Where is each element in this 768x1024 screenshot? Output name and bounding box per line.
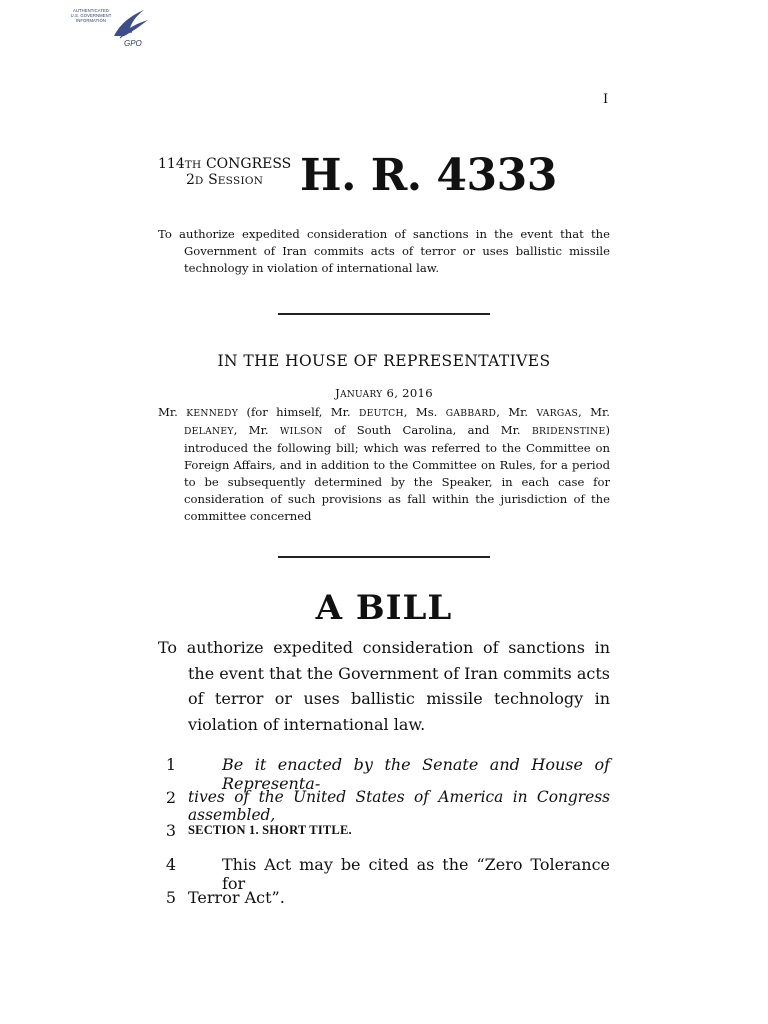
divider-top xyxy=(278,313,490,315)
intro-text: , Mr. xyxy=(233,423,280,437)
long-title: To authorize expedited consideration of sanctions in the event that the Government of Iran commits acts of terror or uses ballistic missile technology in violation of international law. xyxy=(158,638,610,734)
line-number: 1 xyxy=(165,755,176,774)
page-mark: I xyxy=(603,92,609,107)
gpo-authentication-seal xyxy=(60,6,150,46)
sponsor-name: KENNEDY xyxy=(186,408,239,419)
seal-line-2: U.S. GOVERNMENT xyxy=(70,13,112,18)
intro-text: of South Carolina, and Mr. xyxy=(322,423,532,437)
cosponsor-name: GABBARD xyxy=(445,408,497,419)
session-suffix: D xyxy=(194,175,204,187)
session-word: ESSION xyxy=(217,175,264,187)
intro-text: ) introduced the following bill; which was referred to the Committee on Foreign Affairs, and in addition to the Committee on Rules, for a period to be subsequently determined by the Speaker, in each case for consideration of such provisions as fall within the jurisdiction of the committee concerned xyxy=(184,423,610,523)
enacting-clause-line: tives of the United States of America in Congress assembled, xyxy=(188,788,610,824)
cosponsor-name: WILSON xyxy=(279,426,323,437)
chamber-heading: IN THE HOUSE OF REPRESENTATIVES xyxy=(217,352,551,370)
seal-gpo-text: GPO xyxy=(124,39,142,48)
intro-text: , Mr. xyxy=(496,405,537,419)
line-number: 4 xyxy=(165,855,176,874)
short-description: To authorize expedited consideration of sanctions in the event that the Government of Iran commits acts of terror or uses ballistic missile technology in violation of international law. xyxy=(158,227,610,275)
intro-text: Mr. xyxy=(158,405,187,419)
cosponsor-name: BRIDENSTINE xyxy=(531,426,606,437)
congress-word: CONGRESS xyxy=(205,156,292,172)
eagle-icon xyxy=(106,6,150,48)
line-number: 3 xyxy=(165,821,176,840)
seal-line-3: INFORMATION xyxy=(75,18,107,23)
date-month-initial: J xyxy=(335,386,341,400)
short-title-text-line: This Act may be cited as the “Zero Tolerance for xyxy=(222,855,610,893)
session-number: 2 xyxy=(186,172,195,188)
cosponsor-name: DELANEY xyxy=(184,426,234,437)
intro-text: (for himself, Mr. xyxy=(238,405,359,419)
introduction-date xyxy=(0,386,768,400)
divider-bottom xyxy=(278,556,490,558)
congress-suffix: TH xyxy=(184,159,202,171)
bill-heading: A BILL xyxy=(315,588,453,628)
line-number: 2 xyxy=(165,788,176,807)
line-number: 5 xyxy=(165,888,176,907)
section-heading: SECTION 1. SHORT TITLE. xyxy=(188,823,352,837)
congress-number: 114 xyxy=(158,156,185,172)
intro-text: , Mr. xyxy=(578,405,610,419)
seal-line-1: AUTHENTICATED xyxy=(72,8,110,13)
congress-label xyxy=(158,156,291,173)
intro-text: , Ms. xyxy=(403,405,446,419)
short-title-text-line: Terror Act”. xyxy=(188,888,285,907)
enacting-clause-line: Be it enacted by the Senate and House of Representa- xyxy=(222,755,610,793)
date-month-rest: ANUARY xyxy=(340,390,383,400)
session-label: 2D SESSION xyxy=(186,172,264,188)
date-day-year: 6, 2016 xyxy=(386,386,433,400)
cosponsor-name: DEUTCH xyxy=(358,408,404,419)
introduction-paragraph xyxy=(158,404,610,525)
bill-number: H. R. 4333 xyxy=(300,150,557,201)
cosponsor-name: VARGAS xyxy=(536,408,579,419)
